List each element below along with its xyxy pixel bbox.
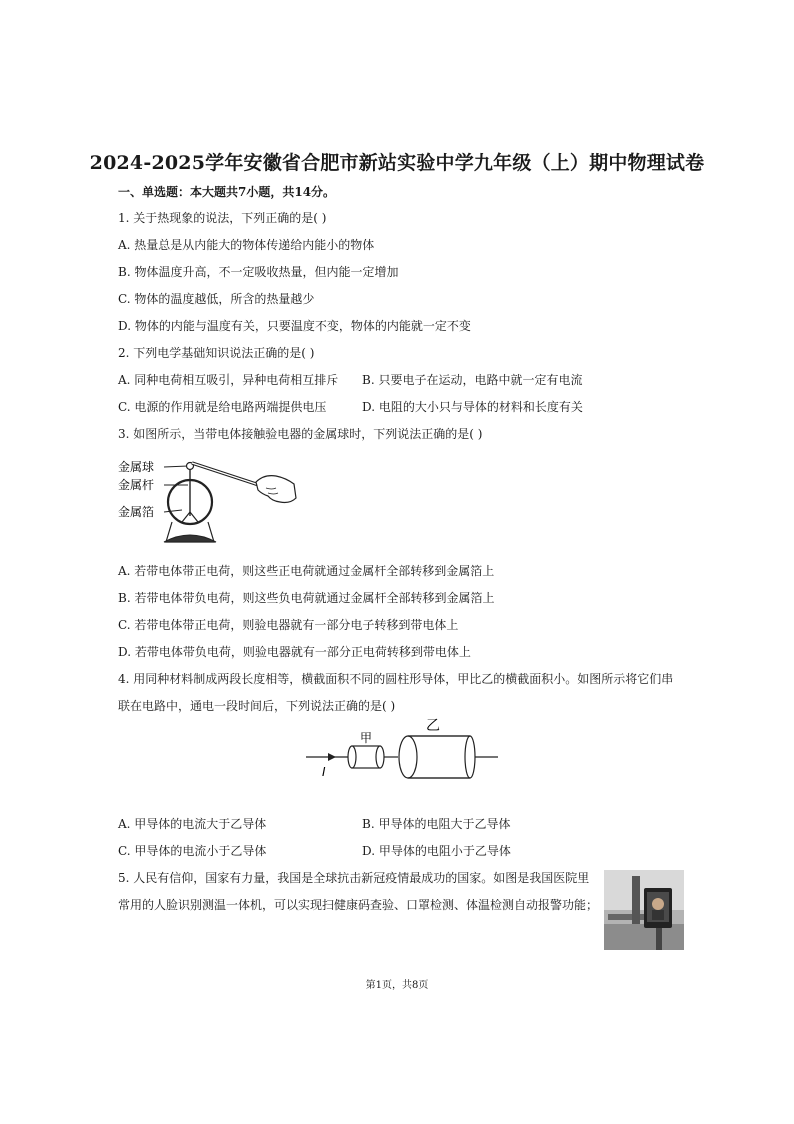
- q2-option-a: A. 同种电荷相互吸引，异种电荷相互排斥: [118, 373, 339, 387]
- label-metal-foil: 金属箔: [118, 505, 155, 519]
- label-jia: 甲: [360, 731, 373, 745]
- q5-stem-line2: 常用的人脸识别测温一体机，可以实现扫健康码查验、口罩检测、体温检测自动报警功能；: [118, 898, 599, 912]
- electroscope-figure: [116, 452, 298, 548]
- label-metal-ball: 金属球: [118, 460, 155, 474]
- face-recognition-kiosk-photo: [604, 870, 684, 950]
- label-metal-rod: 金属杆: [118, 478, 155, 492]
- q1-option-a: A. 热量总是从内能大的物体传递给内能小的物体: [118, 238, 375, 252]
- q1-stem: 1. 关于热现象的说法，下列正确的是( ): [118, 211, 327, 225]
- exam-title: 2024-2025学年安徽省合肥市新站实验中学九年级（上）期中物理试卷: [89, 152, 705, 174]
- q1-option-c: C. 物体的温度越低，所含的热量越少: [118, 292, 315, 306]
- section-heading: 一、单选题：本大题共7小题，共14分。: [118, 185, 336, 199]
- q5-stem-line1: 5. 人民有信仰，国家有力量，我国是全球抗击新冠疫情最成功的国家。如图是我国医院里: [118, 871, 590, 885]
- q1-option-b: B. 物体温度升高，不一定吸收热量，但内能一定增加: [118, 265, 399, 279]
- q2-option-c: C. 电源的作用就是给电路两端提供电压: [118, 400, 327, 414]
- q4-option-d: D. 甲导体的电阻小于乙导体: [362, 844, 511, 858]
- electroscope-base-icon: [164, 535, 216, 542]
- q2-option-b: B. 只要电子在运动，电路中就一定有电流: [362, 373, 583, 387]
- q4-option-b: B. 甲导体的电阻大于乙导体: [362, 817, 511, 831]
- label-current: I: [322, 765, 326, 779]
- q2-option-d: D. 电阻的大小只与导体的材料和长度有关: [362, 400, 583, 414]
- current-arrow-icon: [328, 753, 336, 761]
- label-yi: 乙: [426, 718, 440, 734]
- q3-option-c: C. 若带电体带正电荷，则验电器就有一部分电子转移到带电体上: [118, 618, 459, 632]
- q3-option-b: B. 若带电体带负电荷，则这些负电荷就通过金属杆全部转移到金属箔上: [118, 591, 495, 605]
- q1-option-d: D. 物体的内能与温度有关，只要温度不变，物体的内能就一定不变: [118, 319, 471, 333]
- conductor-figure: [304, 716, 500, 782]
- hand-icon: [256, 476, 296, 503]
- page-footer: 第1页，共8页: [365, 980, 429, 991]
- q2-stem: 2. 下列电学基础知识说法正确的是( ): [118, 346, 315, 360]
- q3-option-d: D. 若带电体带负电荷，则验电器就有一部分正电荷转移到带电体上: [118, 645, 471, 659]
- q3-option-a: A. 若带电体带正电荷，则这些正电荷就通过金属杆全部转移到金属箔上: [118, 564, 495, 578]
- q4-stem-line2: 联在电路中，通电一段时间后，下列说法正确的是( ): [118, 699, 396, 713]
- q4-option-a: A. 甲导体的电流大于乙导体: [118, 817, 267, 831]
- q4-stem-line1: 4. 用同种材料制成两段长度相等，横截面积不同的圆柱形导体，甲比乙的横截面积小。如图所示将它们串: [118, 672, 674, 686]
- q4-option-c: C. 甲导体的电流小于乙导体: [118, 844, 267, 858]
- metal-foil-icon: [182, 512, 190, 522]
- q3-stem: 3. 如图所示，当带电体接触验电器的金属球时，下列说法正确的是( ): [118, 427, 483, 441]
